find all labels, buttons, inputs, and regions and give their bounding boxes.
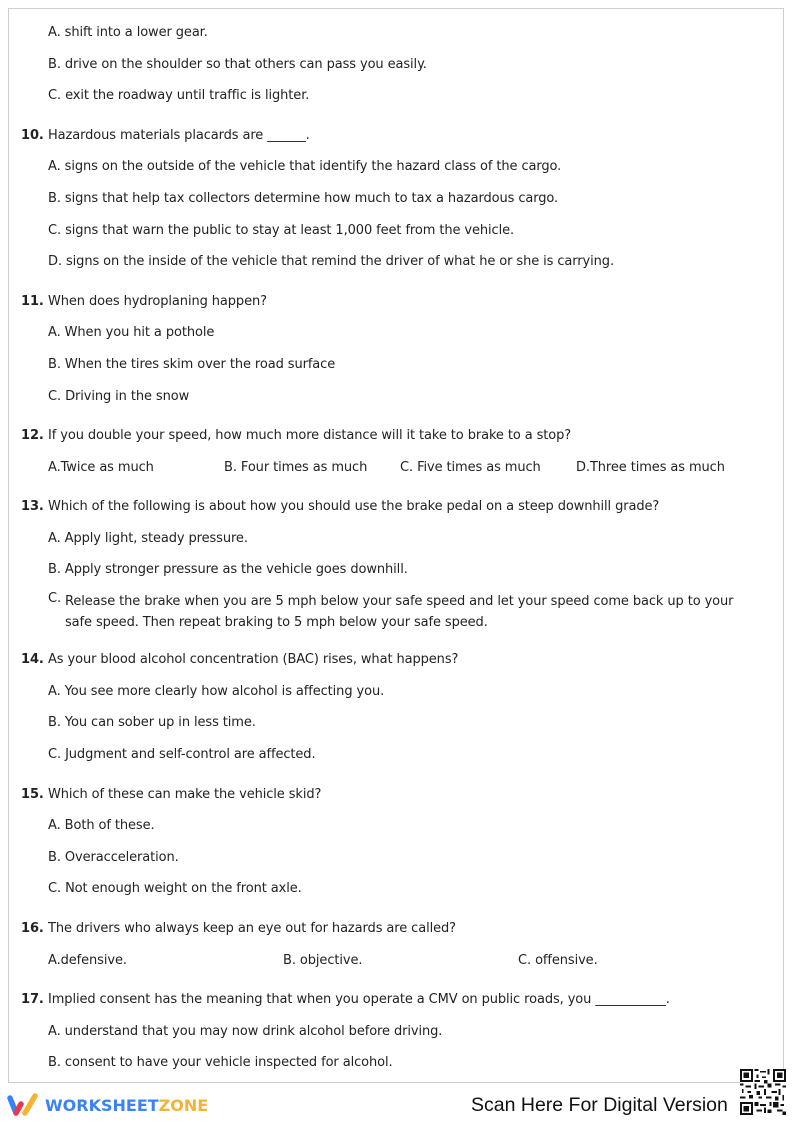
option-17b: B. consent to have your vehicle inspected for alcohol. [48, 1055, 393, 1070]
option-12b: B. Four times as much [224, 460, 368, 475]
option-9b: B. drive on the shoulder so that others can pass you easily. [48, 57, 427, 72]
question-text: Which of these can make the vehicle skid? [48, 787, 322, 802]
option-10c: C. signs that warn the public to stay at least 1,000 feet from the vehicle. [48, 223, 515, 238]
question-text: Hazardous materials placards are ______. [48, 128, 310, 143]
option-10d: D. signs on the inside of the vehicle that remind the driver of what he or she is carrying. [48, 254, 614, 269]
option-12a: A.Twice as much [48, 460, 154, 475]
question-text: Implied consent has the meaning that when you operate a CMV on public roads, you ___________. [48, 992, 670, 1007]
question-text: The drivers who always keep an eye out for hazards are called? [48, 921, 456, 936]
option-11a: A. When you hit a pothole [48, 325, 215, 340]
question-number: 16. [21, 921, 44, 936]
option-16a: A.defensive. [48, 953, 127, 968]
question-text: When does hydroplaning happen? [48, 294, 267, 309]
question-number: 14. [21, 652, 44, 667]
option-17a: A. understand that you may now drink alcohol before driving. [48, 1024, 443, 1039]
option-13c-text: Release the brake when you are 5 mph below your safe speed and let your speed come back up to your safe speed. Then repeat braking to 5 mph below your safe speed. [65, 594, 734, 630]
option-14c: C. Judgment and self-control are affected. [48, 747, 316, 762]
option-12c: C. Five times as much [400, 460, 541, 475]
option-9c: C. exit the roadway until traffic is lighter. [48, 88, 310, 103]
question-number: 13. [21, 499, 44, 514]
worksheetzone-logo[interactable] [6, 1093, 208, 1117]
option-13b: B. Apply stronger pressure as the vehicle goes downhill. [48, 562, 408, 577]
question-number: 12. [21, 428, 44, 443]
question-text: If you double your speed, how much more distance will it take to brake to a stop? [48, 428, 572, 443]
option-9a: A. shift into a lower gear. [48, 25, 208, 40]
option-13a: A. Apply light, steady pressure. [48, 531, 248, 546]
logo-text: WORKSHEETZONE [45, 1095, 209, 1115]
question-text: As your blood alcohol concentration (BAC) rises, what happens? [48, 652, 459, 667]
logo-w-icon [6, 1093, 40, 1117]
option-11b: B. When the tires skim over the road surface [48, 357, 336, 372]
option-15b: B. Overacceleration. [48, 850, 179, 865]
option-10a: A. signs on the outside of the vehicle that identify the hazard class of the cargo. [48, 159, 562, 174]
option-12d: D.Three times as much [576, 460, 725, 475]
question-number: 11. [21, 294, 44, 309]
question-text: Which of the following is about how you should use the brake pedal on a steep downhill grade? [48, 499, 660, 514]
option-14b: B. You can sober up in less time. [48, 715, 256, 730]
option-11c: C. Driving in the snow [48, 389, 190, 404]
option-14a: A. You see more clearly how alcohol is affecting you. [48, 684, 385, 699]
option-13c-label: C. [48, 591, 62, 606]
question-number: 15. [21, 787, 44, 802]
option-15c: C. Not enough weight on the front axle. [48, 881, 302, 896]
question-number: 10. [21, 128, 44, 143]
option-16c: C. offensive. [518, 953, 598, 968]
option-15a: A. Both of these. [48, 818, 155, 833]
scan-instruction: Scan Here For Digital Version [471, 1094, 728, 1116]
qr-code-icon[interactable] [740, 1069, 786, 1115]
option-16b: B. objective. [283, 953, 363, 968]
option-10b: B. signs that help tax collectors determine how much to tax a hazardous cargo. [48, 191, 559, 206]
question-number: 17. [21, 992, 44, 1007]
